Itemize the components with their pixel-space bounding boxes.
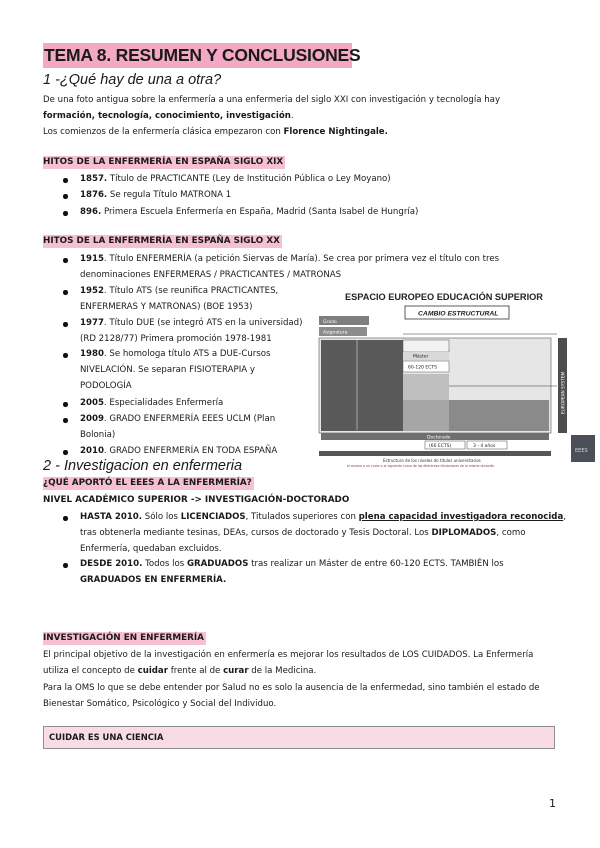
label-years: 3 - 4 años	[473, 444, 496, 449]
item-text: Sólo los	[142, 512, 181, 522]
eees-question-heading: ¿QUÉ APORTÓ EL EEES A LA ENFERMERÍA?	[43, 478, 252, 488]
page-number: 1	[549, 797, 556, 810]
item-text: . GRADO ENFERMERÍA EN TODA ESPAÑA	[103, 446, 278, 456]
label-side: EUROPEAN SYSTEM	[561, 371, 567, 414]
label-doctorado: Doctorado	[427, 435, 451, 441]
item-text: Todos los	[142, 559, 187, 569]
item-strong: LICENCIADOS	[180, 512, 246, 522]
investigacion-line-4: Bienestar Somático, Psicológico y Social del Individuo.	[43, 699, 277, 709]
item-text-cont: (RD 2128/77) Primera promoción 1978-1981	[80, 334, 272, 344]
hitos-xx-item-1915	[80, 251, 499, 283]
item-text-cont: NIVELACIÓN. Se separan FISIOTERAPIA y	[80, 365, 255, 375]
hitos-xix-item	[80, 187, 231, 203]
section2-heading: 2 - Investigacion en enfermeria	[43, 458, 243, 474]
item-underlined: plena capacidad investigadora reconocida	[358, 512, 564, 522]
bullet-dot	[63, 178, 68, 183]
intro-line-2	[43, 110, 294, 122]
desde-2010-item	[80, 556, 504, 588]
bullet-dot	[63, 563, 68, 568]
item-year: 2005	[80, 398, 104, 408]
academic-level: NIVEL ACADÉMICO SUPERIOR -> INVESTIGACIÓN-DOCTORADO	[43, 495, 350, 505]
hitos-xix-item	[80, 171, 391, 187]
item-text: Primera Escuela Enfermería en España, Madrid (Santa Isabel de Hungría)	[101, 207, 419, 217]
inv-curar: curar	[223, 666, 249, 676]
master-lower-block	[403, 400, 449, 431]
item-year: 2009	[80, 414, 104, 424]
item-strong: DIPLOMADOS	[431, 528, 497, 538]
florence-name: Florence Nightingale.	[283, 127, 388, 137]
inv-text: utiliza el concepto de	[43, 666, 138, 676]
doctorate-block	[449, 400, 549, 431]
bullet-dot	[63, 516, 68, 521]
investigacion-heading: INVESTIGACIÓN EN ENFERMERÍA	[43, 633, 204, 643]
label-ects: 60-120 ECTS	[408, 365, 437, 371]
item-text-cont: ENFERMERAS Y MATRONAS) (BOE 1953)	[80, 302, 253, 312]
hitos-xx-item-2010	[80, 443, 277, 459]
investigacion-line-3: Para la OMS lo que se debe entender por Salud no es solo la ausencia de la enfermedad, sino también el estado de	[43, 683, 540, 693]
label-asignatura: Asignatura	[323, 330, 348, 336]
intro-line-3-text: Los comienzos de la enfermería clásica empezaron con	[43, 127, 281, 137]
hitos-xix-item	[80, 204, 418, 220]
eees-diagram	[317, 290, 599, 468]
item-year: 1857.	[80, 174, 108, 184]
caption-line-2: el acceso a un curso o al siguiente curso de las diferentes titulaciones de la misma duración	[347, 464, 495, 468]
logo-text: EEES	[575, 448, 588, 454]
item-text: Título de PRACTICANTE (Ley de Institución Pública o Ley Moyano)	[107, 174, 391, 184]
item-text-cont: PODOLOGÍA	[80, 381, 132, 391]
label-grado: Grado	[323, 320, 337, 325]
section1-heading: 1 -¿Qué hay de una a otra?	[43, 72, 222, 88]
item-text: , Titulados superiores con	[245, 512, 359, 522]
item-year: 2010	[80, 446, 104, 456]
item-year: 1980	[80, 349, 104, 359]
intro-period: .	[290, 111, 294, 121]
item-text: . Título DUE (se integró ATS en la universidad)	[103, 318, 303, 328]
caption-line-1: Estructura de los niveles de títulos universitarios	[383, 458, 481, 463]
inv-text: de la Medicina.	[248, 666, 317, 676]
diagram-subtitle: CAMBIO ESTRUCTURAL	[418, 310, 499, 318]
item-text-cont: denominaciones ENFERMERAS / PRACTICANTES / MATRONAS	[80, 270, 342, 280]
inv-text: frente al de	[167, 666, 224, 676]
item-year: 1876.	[80, 190, 108, 200]
item-text: . Título ENFERMERÍA (a petición Siervas de María). Se crea por primera vez el título con tres	[103, 254, 500, 264]
item-year: 1977	[80, 318, 104, 328]
item-text: tras realizar un Máster de entre 60-120 ECTS. TAMBIÉN los	[248, 559, 504, 569]
item-strong: GRADUADOS EN ENFERMERÍA.	[80, 575, 227, 585]
hitos-xx-item-1952	[80, 283, 278, 315]
spacer-block	[403, 340, 449, 352]
item-lead: DESDE 2010.	[80, 559, 143, 569]
investigacion-line-2	[43, 665, 316, 677]
item-text: . Título ATS (se reunifica PRACTICANTES,	[103, 286, 279, 296]
grado-block	[321, 340, 403, 431]
bullet-dot	[63, 353, 68, 358]
item-year: 1915	[80, 254, 104, 264]
item-strong: GRADUADOS	[186, 559, 249, 569]
hitos-xx-item-1977	[80, 315, 303, 347]
item-text: . Especialidades Enfermería	[103, 398, 224, 408]
item-text-cont: Enfermería, quedaban excluidos.	[80, 544, 222, 554]
investigacion-line-1: El principal objetivo de la investigación en enfermería es mejorar los resultados de LOS CUIDADOS. La Enfermería	[43, 650, 534, 660]
hitos-xix-heading: HITOS DE LA ENFERMERÍA EN ESPAÑA SIGLO XIX	[43, 157, 284, 167]
item-text-cont: Bolonia)	[80, 430, 116, 440]
item-text-cont: , como	[496, 528, 526, 538]
hitos-xx-item-1980	[80, 346, 271, 394]
item-text: . Se homologa título ATS a DUE-Cursos	[103, 349, 271, 359]
intro-keywords: formación, tecnología, conocimiento, investigación	[43, 111, 291, 121]
bullet-dot	[63, 290, 68, 295]
bullet-dot	[63, 322, 68, 327]
hitos-xx-item-2009	[80, 411, 275, 443]
label-ects-bottom: (60 ECTS)	[429, 444, 452, 449]
hitos-xx-item-2005	[80, 395, 223, 411]
bullet-dot	[63, 450, 68, 455]
bullet-dot	[63, 258, 68, 263]
cuidar-ciencia-box: CUIDAR ES UNA CIENCIA	[43, 726, 555, 749]
label-master: Máster	[413, 354, 429, 360]
item-text: . GRADO ENFERMERÍA EEES UCLM (Plan	[103, 414, 276, 424]
hasta-2010-item	[80, 509, 566, 557]
timeline-bar	[319, 451, 551, 456]
bullet-dot	[63, 418, 68, 423]
diagram-title: ESPACIO EUROPEO EDUCACIÓN SUPERIOR	[345, 292, 543, 302]
intro-line-3	[43, 126, 388, 138]
bullet-dot	[63, 194, 68, 199]
item-text: ,	[563, 512, 566, 522]
bullet-dot	[63, 211, 68, 216]
item-lead: HASTA 2010.	[80, 512, 143, 522]
bullet-dot	[63, 402, 68, 407]
page-title: TEMA 8. RESUMEN Y CONCLUSIONES	[43, 43, 352, 68]
item-text: Se regula Título MATRONA 1	[107, 190, 232, 200]
item-text-cont: tras obtenerla mediante tesinas, DEAs, cursos de doctorado y Tesis Doctoral. Los	[80, 528, 432, 538]
hitos-xx-heading: HITOS DE LA ENFERMERÍA EN ESPAÑA SIGLO XX	[43, 236, 280, 246]
item-year: 896.	[80, 207, 102, 217]
intro-line-1: De una foto antigua sobre la enfermería a una enfermeria del siglo XXI con investigación y tecnología hay	[43, 95, 501, 105]
inv-cuidar: cuidar	[137, 666, 168, 676]
eees-diagram-svg	[317, 290, 599, 468]
item-year: 1952	[80, 286, 104, 296]
